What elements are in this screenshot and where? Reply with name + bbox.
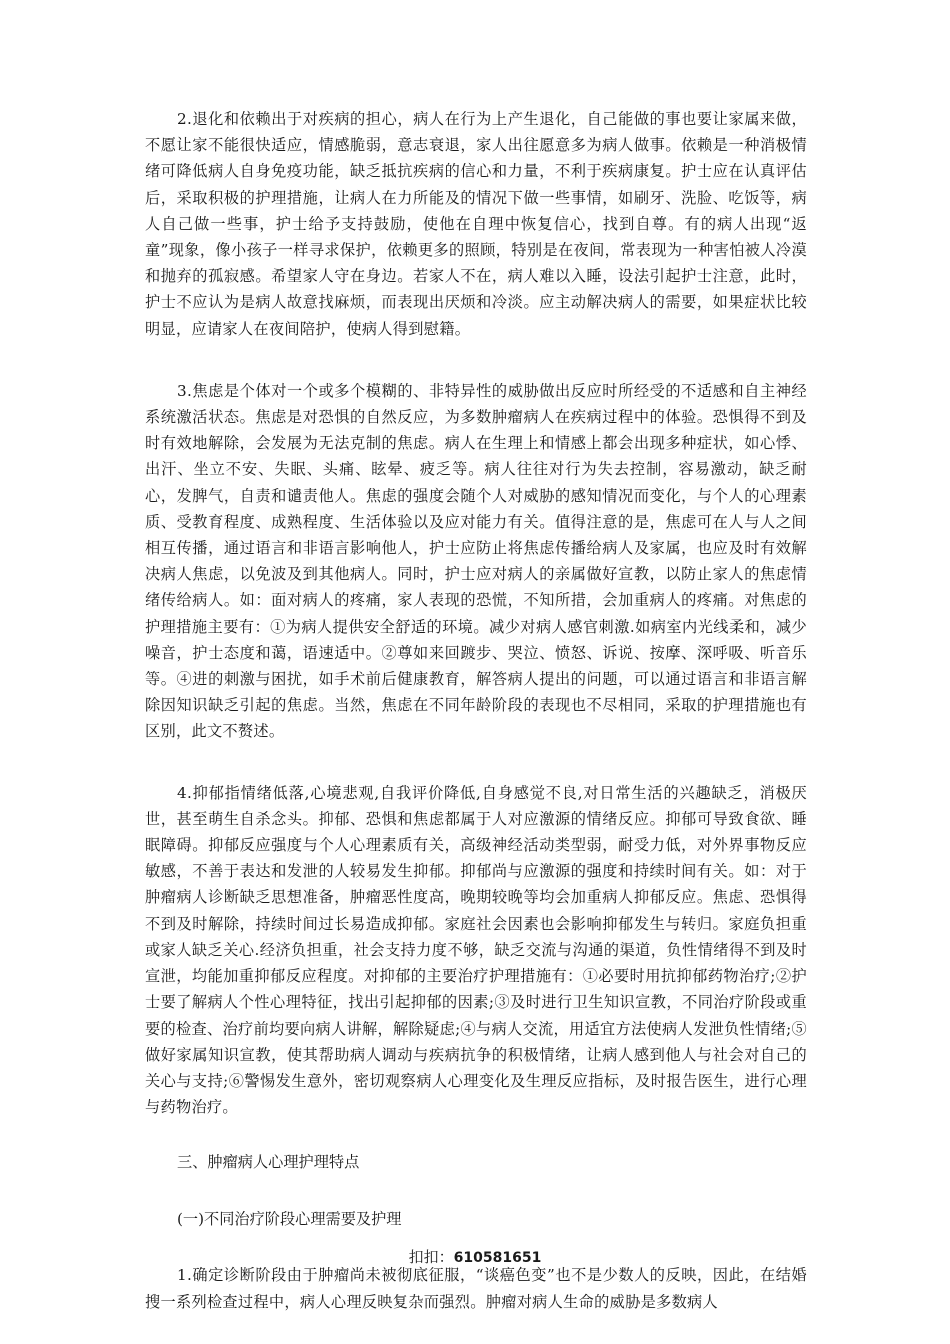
paragraph-regression-dependence: 2.退化和依赖出于对疾病的担心，病人在行为上产生退化，自己能做的事也要让家属来做，不愿让家不能很快适应，情感脆弱，意志衰退，家人出往愿意多为病人做事。依赖是一种消极情绪可降低病人自身免疫功能，缺乏抵抗疾病的信心和力量，不利于疾病康复。护士应在认真评估后，采取积极的护理措施，让病人在力所能及的情况下做一些事情，如刷牙、洗脸、吃饭等，病人自己做一些事，护士给予支持鼓励，使他在自理中恢复信心，找到自尊。有的病人出现“返童”现象，像小孩子一样寻求保护，依赖更多的照顾，特别是在夜间，常表现为一种害怕被人冷漠和抛弃的孤寂感。希望家人守在身边。若家人不在，病人难以入睡，设法引起护士注意，此时，护士不应认为是病人故意找麻烦，而表现出厌烦和冷淡。应主动解决病人的需要，如果症状比较明显，应请家人在夜间陪护，使病人得到慰籍。 — [145, 110, 807, 338]
paragraph-diagnosis-stage: 1.确定诊断阶段由于肿瘤尚未被彻底征服，“谈癌色变”也不是少数人的反映，因此，在结婚搜一系列检查过程中，病人心理反映复杂而强烈。肿瘤对病人生命的威胁是多数病人 — [145, 1266, 807, 1311]
section-heading: 三、肿瘤病人心理护理特点 — [177, 1153, 360, 1172]
paragraph-depression: 4.抑郁指情绪低落,心境悲观,自我评价降低,自身感觉不良,对日常生活的兴趣缺乏，消极厌世，甚至萌生自杀念头。抑郁、恐惧和焦虑都属于人对应激源的情绪反应。抑郁可导致食欲、睡眠障碍。抑郁反应强度与个人心理素质有关，高级神经活动类型弱，耐受力低，对外界事物反应敏感，不善于表达和发泄的人较易发生抑郁。抑郁尚与应激源的强度和持续时间有关。如：对于肿瘤病人诊断缺乏思想准备，肿瘤恶性度高，晚期较晚等均会加重病人抑郁反应。焦虑、恐惧得不到及时解除，持续时间过长易造成抑郁。家庭社会因素也会影响抑郁发生与转归。家庭负担重或家人缺乏关心.经济负担重，社会支持力度不够，缺乏交流与沟通的渠道，负性情绪得不到及时宣泄，均能加重抑郁反应程度。对抑郁的主要治疗护理措施有：①必要时用抗抑郁药物治疗;②护士要了解病人个性心理特征，找出引起抑郁的因素;③及时进行卫生知识宣教，不同治疗阶段或重要的检查、治疗前均要向病人讲解，解除疑虑;④与病人交流，用适宜方法使病人发泄负性情绪;⑤做好家属知识宣教，使其帮助病人调动与疾病抗争的积极情绪，让病人感到他人与社会对自己的关心与支持;⑥警惕发生意外，密切观察病人心理变化及生理反应指标，及时报告医生，进行心理与药物治疗。 — [145, 783, 807, 1117]
paragraph-anxiety: 3.焦虑是个体对一个或多个模糊的、非特异性的威胁做出反应时所经受的不适感和自主神经系统激活状态。焦虑是对恐惧的自然反应，为多数肿瘤病人在疾病过程中的体验。恐惧得不到及时有效地解除，会发展为无法克制的焦虑。病人在生理上和情感上都会出现多种症状，如心悸、出汗、坐立不安、失眠、头痛、眩晕、疲乏等。病人往往对行为失去控制，容易激动，缺乏耐心，发脾气，自责和谴责他人。焦虑的强度会随个人对威胁的感知情况而变化，与个人的心理素质、受教育程度、成熟程度、生活体验以及应对能力有关。值得注意的是，焦虑可在人与人之间相互传播，通过语言和非语言影响他人，护士应防止将焦虑传播给病人及家属，也应及时有效解决病人焦虑，以免波及到其他病人。同时，护士应对病人的亲属做好宣教，以防止家人的焦虑情绪传给病人。如：面对病人的疼痛，家人表现的恐慌，不知所措，会加重病人的疼痛。对焦虑的护理措施主要有：①为病人提供安全舒适的环境。减少对病人感官刺激.如病室内光线柔和，减少噪音，护士态度和蔼，语速适中。②尊如来回踱步、哭泣、愤怒、诉说、按摩、深呼吸、听音乐等。④进的刺激与困扰，如手术前后健康教育，解答病人提出的问题，可以通过语言和非语言解除因知识缺乏引起的焦虑。当然，焦虑在不同年龄阶段的表现也不尽相同，采取的护理措施也有区别，此文不赘述。 — [145, 381, 807, 741]
footer-number: 610581651 — [453, 1250, 542, 1266]
document-body — [145, 106, 807, 1315]
footer-label: 扣扣： — [408, 1248, 454, 1266]
page-footer — [0, 1246, 950, 1269]
subsection-heading: (一)不同治疗阶段心理需要及护理 — [177, 1210, 402, 1229]
